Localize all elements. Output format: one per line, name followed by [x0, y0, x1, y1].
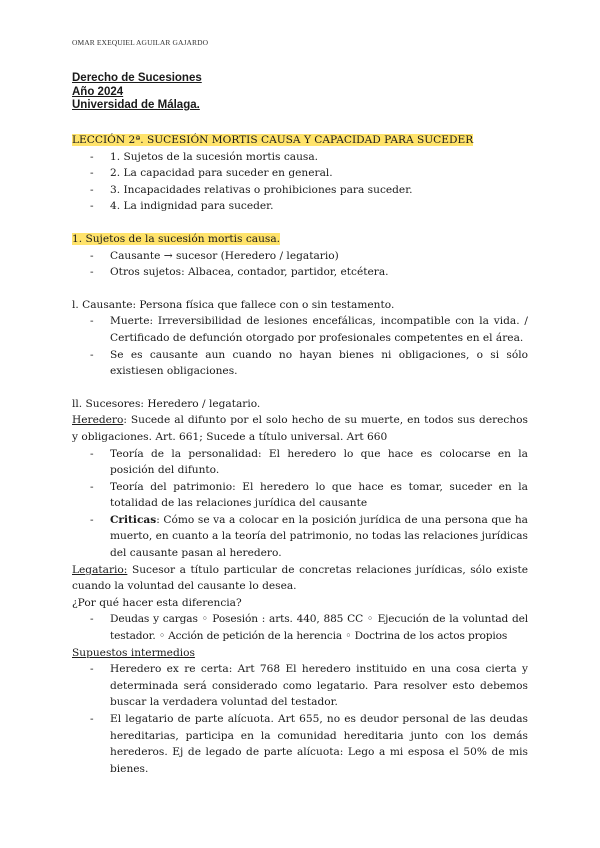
heredero-definition: Heredero: Sucede al difunto por el solo hecho de su muerte, en todos sus derechos y obligaciones. Art. 661; Sucede a título universal. Art 660	[72, 414, 528, 443]
differences-list	[72, 611, 528, 644]
lesson-index	[72, 149, 528, 215]
section1-title	[72, 231, 528, 248]
course-title: Derecho de Sucesiones	[72, 72, 202, 84]
section1-title-text: 1. Sujetos de la sucesión mortis causa.	[72, 232, 281, 245]
course-year: Año 2024	[72, 85, 124, 98]
legatario-definition: Legatario: Sucesor a título particular de concretas relaciones jurídicas, sólo existe cuando la voluntad del causante lo desea.	[72, 563, 528, 593]
heredero-label: Heredero	[72, 414, 124, 427]
list-item: - 1. Sujetos de la sucesión mortis causa.	[90, 150, 319, 163]
intermedios-heading: Supuestos intermedios	[72, 646, 195, 659]
list-item: - Deudas y cargas ◦ Posesión : arts. 440, 885 CC ◦ Ejecución de la voluntad del testador. ◦ Acción de petición de la herencia ◦ Doctrina de los actos propios	[90, 613, 528, 643]
author-header: OMAR EXEQUIEL AGUILAR GAJARDO	[72, 38, 209, 47]
section1-list	[72, 248, 528, 281]
criticas-label: Criticas	[110, 513, 157, 526]
list-item: - Causante → sucesor (Heredero / legatario)	[90, 249, 339, 262]
lesson-title	[72, 132, 528, 149]
list-item: - Muerte: Irreversibilidad de lesiones encefálicas, incompatible con la vida. / Certificado de defunción otorgado por profesionales competentes en el área.	[90, 315, 528, 344]
list-item: - Otros sujetos: Albacea, contador, partidor, etcétera.	[90, 266, 389, 279]
list-item: - Criticas: Cómo se va a colocar en la posición jurídica de una persona que ha muerto, en cuanto a la teoría del patrimonio, no todas las relaciones jurídicas del causante pasan al heredero.	[90, 513, 528, 560]
list-item: - Heredero ex re certa: Art 768 El heredero instituido en una cosa cierta y determinada será considerado como legatario. Para resolver esto debemos buscar la verdadera voluntad del testador.	[90, 663, 528, 709]
question: ¿Por qué hacer esta diferencia?	[72, 596, 242, 609]
list-item: - Se es causante aun cuando no hayan bienes ni obligaciones, o si sólo existiesen obligaciones.	[90, 348, 528, 378]
causante-heading: l. Causante: Persona física que fallece con o sin testamento.	[72, 298, 395, 311]
document-body	[72, 132, 528, 777]
list-item: - 2. La capacidad para suceder en general.	[90, 167, 333, 180]
heredero-theories	[72, 446, 528, 562]
causante-list	[72, 313, 528, 379]
list-item: - Teoría de la personalidad: El heredero lo que hace es colocarse en la posición del difunto.	[90, 447, 528, 477]
lesson-title-text: LECCIÓN 2ª. SUCESIÓN MORTIS CAUSA Y CAPACIDAD PARA SUCEDER	[72, 134, 474, 146]
list-item: - 3. Incapacidades relativas o prohibiciones para suceder.	[90, 183, 413, 196]
university-name: Universidad de Málaga.	[72, 99, 200, 111]
sucesores-heading: ll. Sucesores: Heredero / legatario.	[72, 397, 261, 410]
list-item: - Teoría del patrimonio: El heredero lo que hace es tomar, suceder en la totalidad de las relaciones jurídica del causante	[90, 480, 528, 510]
list-item: - El legatario de parte alícuota. Art 655, no es deudor personal de las deudas hereditarias, participa en la comunidad hereditaria junto con los demás herederos. Ej de legado de parte alícuota: Lego a mi esposa el 50% de mis bienes.	[90, 713, 528, 775]
legatario-label: Legatario:	[72, 563, 128, 576]
list-item: - 4. La indignidad para suceder.	[90, 200, 274, 213]
course-info	[72, 72, 202, 113]
intermedios-list	[72, 661, 528, 777]
